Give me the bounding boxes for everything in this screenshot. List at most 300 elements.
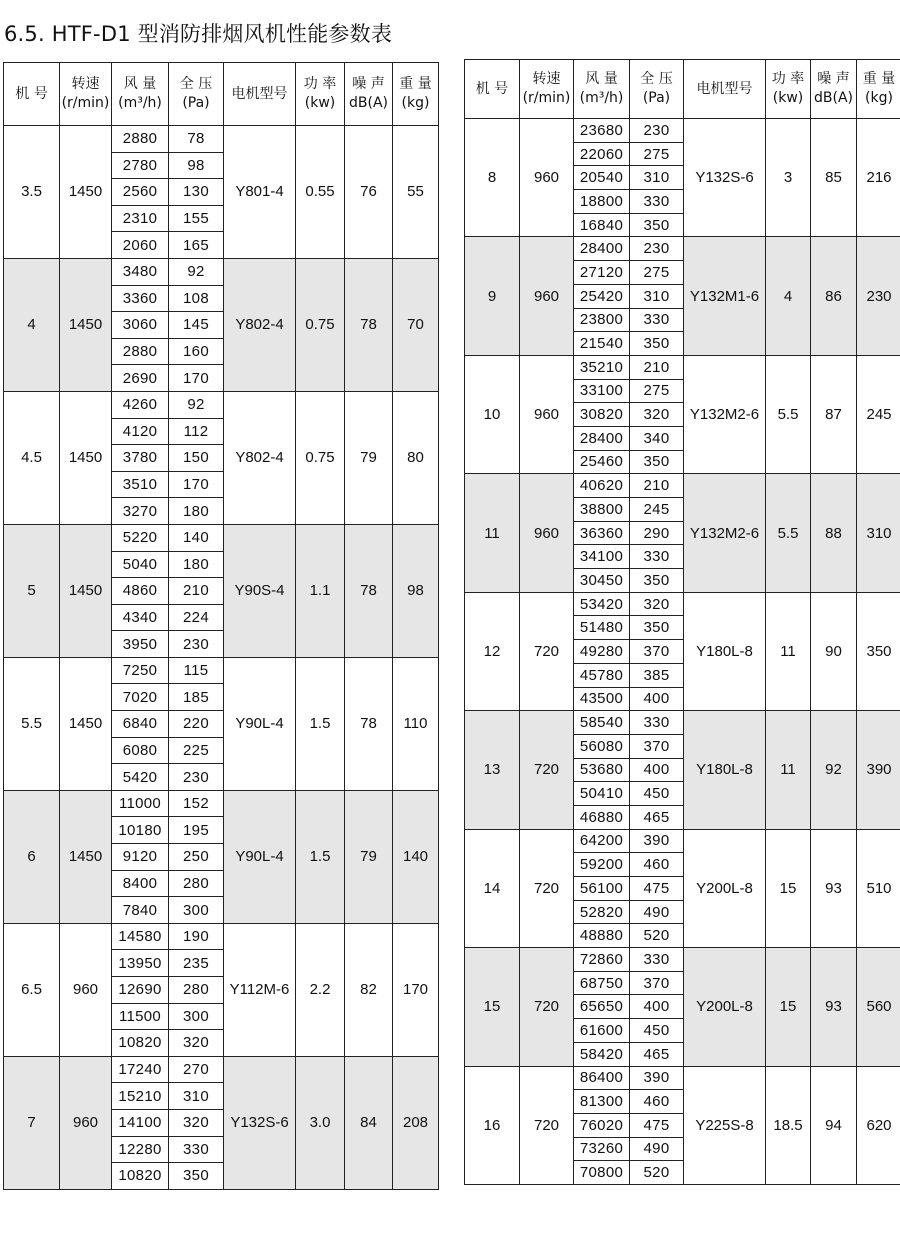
flow-cell: 22060: [574, 142, 630, 166]
pressure-cell: 350: [630, 213, 684, 237]
table-row: [4, 524, 439, 551]
header-noise: [345, 63, 393, 126]
flow-cell: 10820: [112, 1030, 169, 1057]
noise-cell: 93: [811, 829, 857, 947]
header-pressure-line: (Pa): [642, 90, 671, 106]
pressure-cell: 330: [169, 1136, 224, 1163]
power-cell: 5.5: [766, 355, 811, 473]
pressure-cell: 270: [169, 1056, 224, 1083]
header-noise-line: dB(A): [814, 90, 853, 106]
table-row: [465, 829, 900, 853]
power-cell: 1.5: [296, 790, 345, 923]
table-row: [4, 657, 439, 684]
pressure-cell: 275: [630, 261, 684, 285]
motor-cell: Y132M1-6: [684, 237, 766, 355]
weight-cell: 510: [857, 829, 900, 947]
pressure-cell: 385: [630, 663, 684, 687]
pressure-cell: 310: [169, 1083, 224, 1110]
pressure-cell: 275: [630, 142, 684, 166]
flow-cell: 3480: [112, 258, 169, 285]
flow-cell: 81300: [574, 1090, 630, 1114]
noise-cell: 93: [811, 948, 857, 1066]
flow-cell: 17240: [112, 1056, 169, 1083]
speed-cell: 960: [520, 474, 574, 592]
flow-cell: 58540: [574, 711, 630, 735]
motor-cell: Y90L-4: [224, 790, 296, 923]
flow-cell: 70800: [574, 1161, 630, 1185]
header-speed-line: 转速: [532, 71, 561, 87]
fan-no-cell: 12: [465, 592, 520, 710]
flow-cell: 14580: [112, 923, 169, 950]
motor-cell: Y132S-6: [224, 1056, 296, 1189]
pressure-cell: 475: [630, 877, 684, 901]
speed-cell: 720: [520, 592, 574, 710]
flow-cell: 7250: [112, 657, 169, 684]
flow-cell: 20540: [574, 166, 630, 190]
pressure-cell: 330: [630, 711, 684, 735]
flow-cell: 12690: [112, 977, 169, 1004]
header-noise: [811, 60, 857, 119]
flow-cell: 34100: [574, 545, 630, 569]
spec-table-right: [464, 59, 900, 1185]
pressure-cell: 460: [630, 1090, 684, 1114]
spec-table-left: [3, 62, 439, 1190]
pressure-cell: 300: [169, 897, 224, 924]
header-speed: [60, 63, 112, 126]
fan-no-cell: 7: [4, 1056, 60, 1189]
flow-cell: 30450: [574, 569, 630, 593]
header-row: [465, 60, 900, 119]
flow-cell: 53420: [574, 592, 630, 616]
pressure-cell: 165: [169, 232, 224, 259]
flow-cell: 5420: [112, 764, 169, 791]
noise-cell: 86: [811, 237, 857, 355]
pressure-cell: 330: [630, 308, 684, 332]
pressure-cell: 108: [169, 285, 224, 312]
header-flow-line: (m³/h): [579, 90, 624, 106]
flow-cell: 61600: [574, 1019, 630, 1043]
header-motor: [224, 63, 296, 126]
noise-cell: 78: [345, 657, 393, 790]
header-no-line: 机 号: [15, 85, 48, 102]
fan-no-cell: 5: [4, 524, 60, 657]
header-speed-line: (r/min): [61, 95, 110, 111]
pressure-cell: 310: [630, 284, 684, 308]
flow-cell: 18800: [574, 190, 630, 214]
flow-cell: 10820: [112, 1163, 169, 1190]
header-no: [4, 63, 60, 126]
motor-cell: Y180L-8: [684, 592, 766, 710]
fan-no-cell: 16: [465, 1066, 520, 1184]
pressure-cell: 370: [630, 640, 684, 664]
fan-no-cell: 4.5: [4, 391, 60, 524]
header-flow-line: (m³/h): [118, 95, 162, 111]
table-row: [465, 1066, 900, 1090]
flow-cell: 64200: [574, 829, 630, 853]
pressure-cell: 450: [630, 1019, 684, 1043]
pressure-cell: 180: [169, 551, 224, 578]
header-power-line: (kw): [772, 90, 804, 106]
pressure-cell: 140: [169, 524, 224, 551]
flow-cell: 3060: [112, 312, 169, 339]
flow-cell: 7840: [112, 897, 169, 924]
pressure-cell: 245: [630, 498, 684, 522]
flow-cell: 33100: [574, 379, 630, 403]
flow-cell: 14100: [112, 1109, 169, 1136]
speed-cell: 960: [520, 237, 574, 355]
flow-cell: 36360: [574, 521, 630, 545]
pressure-cell: 320: [630, 592, 684, 616]
pressure-cell: 400: [630, 995, 684, 1019]
power-cell: 18.5: [766, 1066, 811, 1184]
pressure-cell: 330: [630, 190, 684, 214]
noise-cell: 94: [811, 1066, 857, 1184]
flow-cell: 3360: [112, 285, 169, 312]
flow-cell: 46880: [574, 805, 630, 829]
pressure-cell: 152: [169, 790, 224, 817]
power-cell: 11: [766, 592, 811, 710]
pressure-cell: 475: [630, 1113, 684, 1137]
flow-cell: 48880: [574, 924, 630, 948]
weight-cell: 170: [393, 923, 439, 1056]
pressure-cell: 520: [630, 1161, 684, 1185]
table-row: [4, 258, 439, 285]
flow-cell: 2880: [112, 338, 169, 365]
noise-cell: 84: [345, 1056, 393, 1189]
speed-cell: 720: [520, 948, 574, 1066]
header-pressure-line: 全 压: [179, 76, 213, 92]
motor-cell: Y180L-8: [684, 711, 766, 829]
weight-cell: 80: [393, 391, 439, 524]
pressure-cell: 350: [630, 616, 684, 640]
pressure-cell: 310: [630, 166, 684, 190]
weight-cell: 350: [857, 592, 900, 710]
flow-cell: 56100: [574, 877, 630, 901]
noise-cell: 78: [345, 258, 393, 391]
header-weight-line: 重 量: [862, 71, 896, 87]
pressure-cell: 98: [169, 152, 224, 179]
flow-cell: 10180: [112, 817, 169, 844]
pressure-cell: 185: [169, 684, 224, 711]
power-cell: 0.55: [296, 126, 345, 259]
header-weight-line: (kg): [865, 90, 893, 106]
pressure-cell: 230: [630, 119, 684, 143]
header-speed-line: (r/min): [522, 90, 571, 106]
flow-cell: 72860: [574, 948, 630, 972]
pressure-cell: 300: [169, 1003, 224, 1030]
noise-cell: 79: [345, 391, 393, 524]
flow-cell: 2780: [112, 152, 169, 179]
table-row: [465, 711, 900, 735]
pressure-cell: 92: [169, 391, 224, 418]
noise-cell: 85: [811, 119, 857, 237]
flow-cell: 23800: [574, 308, 630, 332]
header-power: [766, 60, 811, 119]
pressure-cell: 78: [169, 126, 224, 153]
flow-cell: 86400: [574, 1066, 630, 1090]
flow-cell: 38800: [574, 498, 630, 522]
pressure-cell: 460: [630, 853, 684, 877]
pressure-cell: 450: [630, 782, 684, 806]
weight-cell: 245: [857, 355, 900, 473]
flow-cell: 11500: [112, 1003, 169, 1030]
flow-cell: 52820: [574, 900, 630, 924]
flow-cell: 45780: [574, 663, 630, 687]
pressure-cell: 170: [169, 365, 224, 392]
speed-cell: 1450: [60, 790, 112, 923]
pressure-cell: 350: [630, 450, 684, 474]
flow-cell: 68750: [574, 971, 630, 995]
noise-cell: 82: [345, 923, 393, 1056]
pressure-cell: 280: [169, 870, 224, 897]
noise-cell: 76: [345, 126, 393, 259]
page-title: 6.5. HTF-D1 型消防排烟风机性能参数表: [4, 22, 393, 46]
power-cell: 11: [766, 711, 811, 829]
flow-cell: 28400: [574, 237, 630, 261]
table-row: [465, 474, 900, 498]
flow-cell: 3270: [112, 498, 169, 525]
pressure-cell: 320: [169, 1109, 224, 1136]
speed-cell: 960: [520, 355, 574, 473]
speed-cell: 960: [60, 1056, 112, 1189]
flow-cell: 6080: [112, 737, 169, 764]
flow-cell: 13950: [112, 950, 169, 977]
pressure-cell: 210: [630, 474, 684, 498]
flow-cell: 53680: [574, 758, 630, 782]
speed-cell: 960: [520, 119, 574, 237]
header-flow: [112, 63, 169, 126]
weight-cell: 560: [857, 948, 900, 1066]
pressure-cell: 210: [630, 355, 684, 379]
weight-cell: 208: [393, 1056, 439, 1189]
pressure-cell: 235: [169, 950, 224, 977]
pressure-cell: 195: [169, 817, 224, 844]
pressure-cell: 210: [169, 578, 224, 605]
power-cell: 15: [766, 829, 811, 947]
table-body-right: [465, 119, 900, 1185]
motor-cell: Y132S-6: [684, 119, 766, 237]
noise-cell: 92: [811, 711, 857, 829]
header-power: [296, 63, 345, 126]
pressure-cell: 520: [630, 924, 684, 948]
pressure-cell: 370: [630, 971, 684, 995]
flow-cell: 9120: [112, 844, 169, 871]
power-cell: 1.1: [296, 524, 345, 657]
pressure-cell: 400: [630, 687, 684, 711]
pressure-cell: 180: [169, 498, 224, 525]
pressure-cell: 490: [630, 900, 684, 924]
power-cell: 2.2: [296, 923, 345, 1056]
flow-cell: 58420: [574, 1042, 630, 1066]
flow-cell: 16840: [574, 213, 630, 237]
pressure-cell: 155: [169, 205, 224, 232]
pressure-cell: 112: [169, 418, 224, 445]
header-no-line: 机 号: [475, 80, 509, 97]
flow-cell: 4260: [112, 391, 169, 418]
speed-cell: 720: [520, 1066, 574, 1184]
header-weight: [857, 60, 900, 119]
header-flow-line: 风 量: [585, 71, 618, 87]
speed-cell: 960: [60, 923, 112, 1056]
motor-cell: Y132M2-6: [684, 355, 766, 473]
power-cell: 0.75: [296, 258, 345, 391]
fan-no-cell: 4: [4, 258, 60, 391]
weight-cell: 230: [857, 237, 900, 355]
table-row: [4, 923, 439, 950]
speed-cell: 1450: [60, 524, 112, 657]
flow-cell: 6840: [112, 711, 169, 738]
flow-cell: 3780: [112, 445, 169, 472]
noise-cell: 79: [345, 790, 393, 923]
flow-cell: 3510: [112, 471, 169, 498]
table-row: [465, 948, 900, 972]
header-power-line: (kw): [304, 95, 336, 111]
pressure-cell: 320: [630, 403, 684, 427]
flow-cell: 2880: [112, 126, 169, 153]
header-flow: [574, 60, 630, 119]
weight-cell: 110: [393, 657, 439, 790]
flow-cell: 4340: [112, 604, 169, 631]
header-weight: [393, 63, 439, 126]
pressure-cell: 190: [169, 923, 224, 950]
fan-no-cell: 11: [465, 474, 520, 592]
motor-cell: Y802-4: [224, 391, 296, 524]
pressure-cell: 465: [630, 805, 684, 829]
motor-cell: Y112M-6: [224, 923, 296, 1056]
header-pressure: [630, 60, 684, 119]
fan-no-cell: 3.5: [4, 126, 60, 259]
pressure-cell: 390: [630, 829, 684, 853]
weight-cell: 390: [857, 711, 900, 829]
flow-cell: 43500: [574, 687, 630, 711]
pressure-cell: 230: [169, 631, 224, 658]
table-row: [465, 592, 900, 616]
flow-cell: 65650: [574, 995, 630, 1019]
header-motor-line: 电机型号: [696, 80, 753, 97]
fan-no-cell: 10: [465, 355, 520, 473]
flow-cell: 25460: [574, 450, 630, 474]
power-cell: 3: [766, 119, 811, 237]
power-cell: 3.0: [296, 1056, 345, 1189]
flow-cell: 40620: [574, 474, 630, 498]
pressure-cell: 92: [169, 258, 224, 285]
flow-cell: 5220: [112, 524, 169, 551]
pressure-cell: 340: [630, 426, 684, 450]
header-motor-line: 电机型号: [231, 85, 288, 102]
fan-no-cell: 9: [465, 237, 520, 355]
table-row: [465, 355, 900, 379]
header-noise-line: 噪 声: [817, 71, 850, 87]
flow-cell: 30820: [574, 403, 630, 427]
flow-cell: 2310: [112, 205, 169, 232]
fan-no-cell: 6: [4, 790, 60, 923]
pressure-cell: 280: [169, 977, 224, 1004]
motor-cell: Y225S-8: [684, 1066, 766, 1184]
header-no: [465, 60, 520, 119]
pressure-cell: 250: [169, 844, 224, 871]
pressure-cell: 220: [169, 711, 224, 738]
flow-cell: 7020: [112, 684, 169, 711]
motor-cell: Y802-4: [224, 258, 296, 391]
flow-cell: 76020: [574, 1113, 630, 1137]
header-motor: [684, 60, 766, 119]
flow-cell: 21540: [574, 332, 630, 356]
pressure-cell: 230: [169, 764, 224, 791]
motor-cell: Y90L-4: [224, 657, 296, 790]
weight-cell: 55: [393, 126, 439, 259]
flow-cell: 25420: [574, 284, 630, 308]
pressure-cell: 150: [169, 445, 224, 472]
header-pressure-line: 全 压: [640, 71, 673, 87]
weight-cell: 98: [393, 524, 439, 657]
flow-cell: 23680: [574, 119, 630, 143]
flow-cell: 51480: [574, 616, 630, 640]
header-noise-line: 噪 声: [352, 76, 385, 92]
pressure-cell: 390: [630, 1066, 684, 1090]
fan-no-cell: 5.5: [4, 657, 60, 790]
pressure-cell: 320: [169, 1030, 224, 1057]
table-row: [4, 126, 439, 153]
pressure-cell: 330: [630, 545, 684, 569]
flow-cell: 27120: [574, 261, 630, 285]
motor-cell: Y132M2-6: [684, 474, 766, 592]
flow-cell: 15210: [112, 1083, 169, 1110]
pressure-cell: 465: [630, 1042, 684, 1066]
fan-no-cell: 8: [465, 119, 520, 237]
flow-cell: 3950: [112, 631, 169, 658]
header-row: [4, 63, 439, 126]
noise-cell: 88: [811, 474, 857, 592]
speed-cell: 720: [520, 711, 574, 829]
speed-cell: 1450: [60, 126, 112, 259]
header-flow-line: 风 量: [123, 76, 157, 92]
flow-cell: 4120: [112, 418, 169, 445]
flow-cell: 50410: [574, 782, 630, 806]
speed-cell: 1450: [60, 391, 112, 524]
noise-cell: 87: [811, 355, 857, 473]
header-weight-line: 重 量: [399, 76, 432, 92]
flow-cell: 35210: [574, 355, 630, 379]
noise-cell: 90: [811, 592, 857, 710]
pressure-cell: 350: [169, 1163, 224, 1190]
table-row: [4, 1056, 439, 1083]
weight-cell: 140: [393, 790, 439, 923]
flow-cell: 4860: [112, 578, 169, 605]
pressure-cell: 490: [630, 1137, 684, 1161]
speed-cell: 720: [520, 829, 574, 947]
flow-cell: 2560: [112, 179, 169, 206]
power-cell: 0.75: [296, 391, 345, 524]
pressure-cell: 350: [630, 569, 684, 593]
flow-cell: 59200: [574, 853, 630, 877]
header-weight-line: (kg): [401, 95, 430, 111]
flow-cell: 2060: [112, 232, 169, 259]
weight-cell: 70: [393, 258, 439, 391]
motor-cell: Y90S-4: [224, 524, 296, 657]
fan-no-cell: 13: [465, 711, 520, 829]
flow-cell: 49280: [574, 640, 630, 664]
flow-cell: 56080: [574, 734, 630, 758]
header-power-line: 功 率: [303, 76, 337, 92]
pressure-cell: 275: [630, 379, 684, 403]
header-speed: [520, 60, 574, 119]
power-cell: 15: [766, 948, 811, 1066]
flow-cell: 2690: [112, 365, 169, 392]
pressure-cell: 115: [169, 657, 224, 684]
motor-cell: Y200L-8: [684, 829, 766, 947]
fan-no-cell: 15: [465, 948, 520, 1066]
header-noise-line: dB(A): [349, 95, 388, 111]
